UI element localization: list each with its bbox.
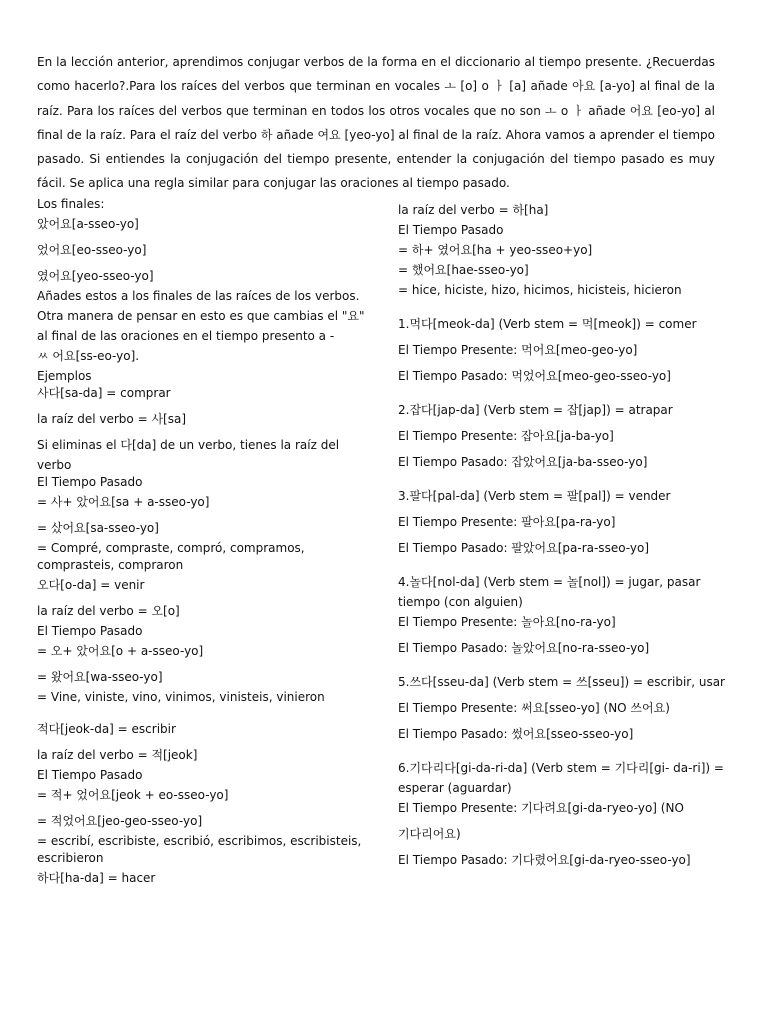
example-line: la raíz del verbo = 적[jeok]: [37, 748, 198, 762]
present-tense-line: El Tiempo Presente: 기다려요[gi-da-ryeo-yo] (NO: [398, 801, 684, 815]
example-line: = 사+ 았어요[sa + a-sseo-yo]: [37, 495, 210, 509]
examples-heading: Ejemplos: [37, 369, 92, 383]
example-line: = Compré, compraste, compró, compramos,: [37, 541, 305, 555]
example-line: 사다[sa-da] = comprar: [37, 386, 171, 400]
example-line: 하다[ha-da] = hacer: [37, 871, 156, 885]
verb-heading: 6.기다리다[gi-da-ri-da] (Verb stem = 기다리[gi- da-ri]) =: [398, 761, 724, 775]
present-tense-line: El Tiempo Presente: 팔아요[pa-ra-yo]: [398, 515, 616, 529]
verb-heading: tiempo (con alguien): [398, 595, 523, 609]
verb-heading: 2.잡다[jap-da] (Verb stem = 잡[jap]) = atrapar: [398, 403, 673, 417]
explanation-line: Otra manera de pensar en esto es que cambias el "요": [37, 309, 365, 323]
verb-heading: 1.먹다[meok-da] (Verb stem = 먹[meok]) = comer: [398, 317, 697, 331]
example-line: la raíz del verbo = 오[o]: [37, 604, 180, 618]
example-line: 적다[jeok-da] = escribir: [37, 722, 176, 736]
example-line: verbo: [37, 458, 72, 472]
past-tense-line: El Tiempo Pasado: 잡았어요[ja-ba-sseo-yo]: [398, 455, 648, 469]
example-line: la raíz del verbo = 하[ha]: [398, 203, 549, 217]
explanation-line: Añades estos a los finales de las raíces de los verbos.: [37, 289, 360, 303]
verb-heading: esperar (aguardar): [398, 781, 512, 795]
example-line: = Vine, viniste, vino, vinimos, vinisteis, vinieron: [37, 690, 325, 704]
ending-yeo-sseo-yo: 였어요[yeo-sseo-yo]: [37, 269, 154, 283]
present-tense-line: El Tiempo Presente: 써요[sseo-yo] (NO 쓰어요): [398, 701, 670, 715]
explanation-line: al final de las oraciones en el tiempo presento a -: [37, 329, 335, 343]
past-tense-line: El Tiempo Pasado: 팔았어요[pa-ra-sseo-yo]: [398, 541, 650, 555]
example-line: Si eliminas el 다[da] de un verbo, tienes la raíz del: [37, 438, 340, 452]
explanation-line: ㅆ 어요[ss-eo-yo].: [37, 349, 140, 363]
example-line: = hice, hiciste, hizo, hicimos, hicisteis, hicieron: [398, 283, 682, 297]
example-line: El Tiempo Pasado: [398, 223, 504, 237]
example-line: comprasteis, compraron: [37, 558, 184, 572]
right-column: [398, 197, 726, 867]
example-line: = 적었어요[jeo-geo-sseo-yo]: [37, 814, 203, 828]
example-line: escribieron: [37, 851, 104, 865]
ending-a-sseo-yo: 았어요[a-sseo-yo]: [37, 217, 139, 231]
example-line: 오다[o-da] = venir: [37, 578, 145, 592]
intro-text: En la lección anterior, aprendimos conjugar verbos de la forma en el diccionario al tiempo presente. ¿Recuerdas como hacerlo?.Para los raíces del verbos que terminan en vocales ㅗ [o] o ㅏ [a] añade 아요 [a-yo] al final de la raíz. Para los raíces del verbos que terminan en todos los otros vocales que no son ㅗ o ㅏ añade 어요 [eo-yo] al final de la raíz. Para el raíz del verbo 하 añade 여요 [yeo-yo] al final de la raíz. Ahora vamos a aprender el tiempo pasado. Si entiendes la conjugación del tiempo presente, entender la conjugación del tiempo pasado es muy fácil. Se aplica una regla similar para conjugar las oraciones al tiempo pasado.: [37, 55, 715, 191]
example-line: = 왔어요[wa-sseo-yo]: [37, 670, 163, 684]
example-line: El Tiempo Pasado: [37, 624, 143, 638]
present-tense-line: 기다리어요): [398, 827, 461, 841]
present-tense-line: El Tiempo Presente: 놀아요[no-ra-yo]: [398, 615, 616, 629]
example-line: = 했어요[hae-sseo-yo]: [398, 263, 529, 277]
example-line: = 오+ 았어요[o + a-sseo-yo]: [37, 644, 204, 658]
present-tense-line: El Tiempo Presente: 잡아요[ja-ba-yo]: [398, 429, 614, 443]
example-line: = 샀어요[sa-sseo-yo]: [37, 521, 159, 535]
left-column: [37, 197, 365, 885]
past-tense-line: El Tiempo Pasado: 기다렸어요[gi-da-ryeo-sseo-yo]: [398, 853, 691, 867]
present-tense-line: El Tiempo Presente: 먹어요[meo-geo-yo]: [398, 343, 638, 357]
example-line: El Tiempo Pasado: [37, 768, 143, 782]
past-tense-line: El Tiempo Pasado: 먹었어요[meo-geo-sseo-yo]: [398, 369, 671, 383]
verb-heading: 5.쓰다[sseu-da] (Verb stem = 쓰[sseu]) = escribir, usar: [398, 675, 725, 689]
finales-heading: Los finales:: [37, 197, 105, 211]
intro-paragraph: [37, 50, 715, 196]
ending-eo-sseo-yo: 었어요[eo-sseo-yo]: [37, 243, 147, 257]
past-tense-line: El Tiempo Pasado: 썼어요[sseo-sseo-yo]: [398, 727, 634, 741]
past-tense-line: El Tiempo Pasado: 놀았어요[no-ra-sseo-yo]: [398, 641, 650, 655]
example-line: = escribí, escribiste, escribió, escribimos, escribisteis,: [37, 834, 362, 848]
example-line: El Tiempo Pasado: [37, 475, 143, 489]
example-line: = 하+ 였어요[ha + yeo-sseo+yo]: [398, 243, 593, 257]
verb-heading: 4.놀다[nol-da] (Verb stem = 놀[nol]) = jugar, pasar: [398, 575, 701, 589]
verb-heading: 3.팔다[pal-da] (Verb stem = 팔[pal]) = vender: [398, 489, 671, 503]
example-line: = 적+ 었어요[jeok + eo-sseo-yo]: [37, 788, 229, 802]
example-line: la raíz del verbo = 사[sa]: [37, 412, 187, 426]
